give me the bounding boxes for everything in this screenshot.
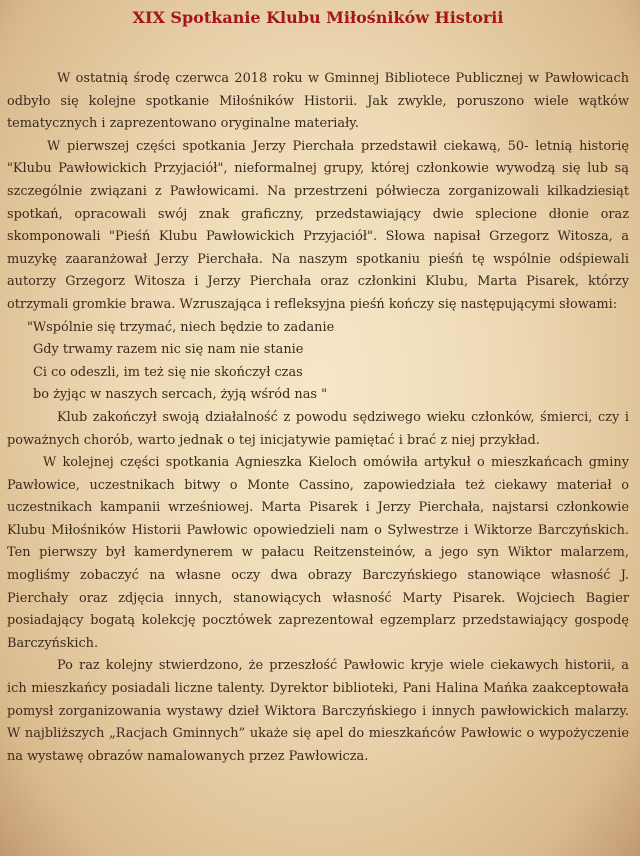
paragraph-club-end: Klub zakończył swoją działalność z powodu sędziwego wieku członków, śmierci, czy i poważnych chorób, warto jednak o tej inicjatywie pamiętać i brać z niej przykład. <box>7 409 629 448</box>
song-line: Gdy trwamy razem nic się nam nie stanie <box>33 342 304 358</box>
paragraph-second-part: W kolejnej części spotkania Agnieszka Kieloch omówiła artykuł o mieszkańcach gminy Pawłowice, uczestnikach bitwy o Monte Cassino, zapowiedziała też ciekawy materiał o uczestnikach kampanii wrześniowej. Marta Pisarek i Jerzy Pierchała, najstarsi członkowie Klubu Miłośników Historii Pawłowic opowiedzieli nam o Sylwestrze i Wiktorze Barczyńskich. Ten pierwszy był kamerdynerem w pałacu Reitzensteinów, a jego syn Wiktor malarzem, mogliśmy zobaczyć na własne oczy dwa obrazy Barczyńskiego stanowiące własność J. Pierchały oraz zdjęcia innych, stanowiących własność Marty Pisarek. Wojciech Bagier posiadający bogatą kolekcję pocztówek zaprezentował egzemplarz przedstawiający gospodę Barczyńskich. <box>7 455 629 651</box>
song-line: bo żyjąc w naszych sercach, żyją wśród nas " <box>33 387 328 403</box>
paragraph-club-history: W pierwszej części spotkania Jerzy Pierchała przedstawił ciekawą, 50- letnią historię "Klubu Pawłowickich Przyjaciół", nieformalnej grupy, której członkowie wywodzą się lub są szczególnie związani z Pawłowicami. Na przestrzeni półwiecza zorganizowali kilkadziesiąt spotkań, opracowali swój znak graficzny, przedstawiający dwie splecione dłonie oraz skomponowali "Pieśń Klubu Pawłowickich Przyjaciół". Słowa napisał Grzegorz Witosza, a muzykę zaaranżował Jerzy Pierchała. Na naszym spotkaniu pieśń tę wspólnie odśpiewali autorzy Grzegorz Witosza i Jerzy Pierchała oraz członkini Klubu, Marta Pisarek, którzy otrzymali gromkie brawa. Wzruszająca i refleksyjna pieśń kończy się następującymi słowami: <box>7 138 629 312</box>
paragraph-conclusion: Po raz kolejny stwierdzono, że przeszłość Pawłowic kryje wiele ciekawych historii, a ich mieszkańcy posiadali liczne talenty. Dyrektor biblioteki, Pani Halina Mańka zaakceptowała pomysł zorganizowania wystawy dzieł Wiktora Barczyńskiego i innych pawłowickich malarzy. W najbliższych „Racjach Gminnych” ukaże się apel do mieszkańców Pawłowic o wypożyczenie na wystawę obrazów namalowanych przez Pawłowicza. <box>7 658 629 764</box>
article <box>7 8 629 768</box>
song-line: "Wspólnie się trzymać, niech będzie to zadanie <box>27 319 335 335</box>
article-title: XIX Spotkanie Klubu Miłośników Historii <box>132 8 504 27</box>
article-body <box>7 68 629 768</box>
paragraph-intro: W ostatnią środę czerwca 2018 roku w Gminnej Bibliotece Publicznej w Pawłowicach odbyło się kolejne spotkanie Miłośników Historii. Jak zwykle, poruszono wiele wątków tematycznych i zaprezentowano oryginalne materiały. <box>7 71 629 132</box>
song-line: Ci co odeszli, im też się nie skończył czas <box>33 364 303 380</box>
song-quote <box>7 317 629 407</box>
